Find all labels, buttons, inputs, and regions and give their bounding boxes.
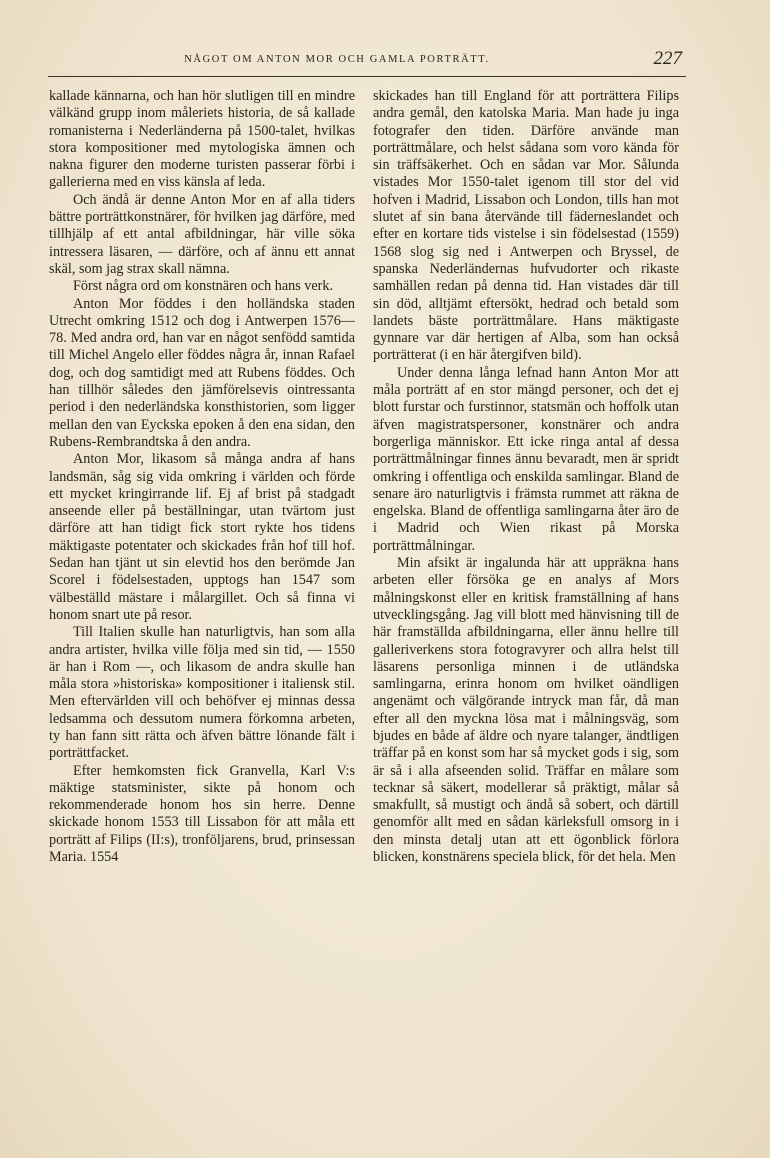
paragraph: Efter hemkomsten fick Granvella, Karl V:s mäktige statsminister, sikte på honom och rekommenderade honom hos sin herre. Denne skickade honom 1553 till Lissabon för att måla ett porträtt af Filips (II:s), tronföljarens, brud, prinsessan Maria. 1554 — [49, 762, 355, 866]
paragraph: Anton Mor, likasom så många andra af hans landsmän, såg sig vida omkring i världen och förde ett mycket kringirrande lif. Ej af brist på stadgadt anseende eller på beställningar, utan tvärtom just därföre att han tidigt fick stort rykte hos tidens mäktigaste potentater och skickades från hof till hof. Sedan han tjänt ut sin elevtid hos den berömde Jan Scorel i födelsestaden, upptogs han 1547 som välbeställd mästare i målargillet. Och så finna vi honom snart ute på resor. — [49, 451, 355, 623]
paragraph: Under denna långa lefnad hann Anton Mor att måla porträtt af en stor mängd personer, och det ej blott furstar och furstinnor, statsmän och hoffolk utan äfven magistratspersoner, konstnärer och andra borgerliga människor. Ett icke ringa antal af dessa porträttmålningar finnes ännu bevaradt, men är spridt omkring i offentliga och enskilda samlingar. Bland de senare äro naturligtvis i främsta rummet att räkna de engelska. Bland de offentliga samlingarna åter äro de i Madrid och Wien rikast på Morska porträttmålningar. — [373, 364, 679, 554]
paragraph: Till Italien skulle han naturligtvis, han som alla andra artister, hvilka ville följa med sin tid, — 1550 är han i Rom —, och likasom de andra skulle han måla stora »historiska» kompositioner i italiensk stil. Men eftervärlden vill och behöfver ej minnas dessa ledsamma och dessutom numera förkomna arbeten, ty han fann sitt rätta och äfven bättre lönande fält i porträttfacket. — [49, 624, 355, 762]
header-rule — [48, 76, 686, 77]
page-header — [48, 46, 686, 76]
left-column — [49, 88, 355, 866]
paragraph: skickades han till England för att porträttera Filips andra gemål, den katolska Maria. Man hade ju inga fotografer den tiden. Därföre använde man porträttmålare, och helst sådana som voro kända för sin träffsäkerhet. Och en sådan var Mor. Sålunda vistades Mor 1550-talet igenom till stor del vid hofven i Madrid, Lissabon och London, tills han mot slutet af sin bana återvände till fäderneslandet och efter en kortare tids vistelse i sin födelsestad (1559) 1568 slog sig ned i Antwerpen och Bryssel, de spanska Nederländernas hufvudorter och rikaste samhällen redan på denna tid. Han vistades där till sin död, alltjämt eftersökt, hedrad och betald som landets bäste porträttmålare. Hans mäktigaste gynnare var där hertigen af Alba, som han också porträtterat (i en här återgifven bild). — [373, 88, 679, 364]
right-column — [373, 88, 679, 866]
paragraph: Och ändå är denne Anton Mor en af alla tiders bättre porträttkonstnärer, för hvilken jag därföre, med tillhjälp af ett antal afbildningar, här ville söka intressera läsaren, — därföre, och af ännu ett annat skäl, som jag strax skall nämna. — [49, 191, 355, 277]
paragraph: Anton Mor föddes i den holländska staden Utrecht omkring 1512 och dog i Antwerpen 1576—78. Med andra ord, han var en något senfödd samtida till Michel Angelo eller föddes några år, innan Rafael dog, och dog samtidigt med att Rubens föddes. Och han tillhör således den jämförelsevis ointressanta period i den nederländska konsthistorien, som ligger mellan den van Eyckska epoken å den ena sidan, den Rubens-Rembrandtska å den andra. — [49, 295, 355, 450]
paragraph: kallade kännarna, och han hör slutligen till en mindre välkänd grupp inom måleriets historia, de så kallade romanisterna i Nederländerna på 1500-talet, hvilkas stora kompositioner med mytologiska ämnen och nakna figurer den moderne turisten passerar förbi i gallerierna med en viss känsla af leda. — [49, 88, 355, 191]
running-title: NÅGOT OM ANTON MOR OCH GAMLA PORTRÄTT. — [184, 54, 490, 65]
page-number: 227 — [653, 48, 682, 69]
paragraph: Först några ord om konstnären och hans verk. — [73, 278, 334, 295]
paragraph: Min afsikt är ingalunda här att uppräkna hans arbeten eller försöka ge en analys af Mors målningskonst eller en kritisk framställning af hans utvecklingsgång. Jag vill blott med hänvisning till de här framställda afbildningarna, eller ännu hellre till galleriverkens stora fotogravyrer och allra helst till läsarens personliga minnen i de utländska samlingarna, erinra honom om hvilket oändligen angenämt och välgörande intryck man får, då man efter all den myckna lösa mat i målningsväg, som bjudes en både af äldre och nyare talanger, ändtligen träffar på en konst som har så mycket gods i sig, som är så i alla afseenden solid. Träffar en målare som tecknar så säkert, modellerar så präktigt, målar så smakfullt, så mustigt och ändå så sobert, och därtill genomför allt med en sådan kärleksfull omsorg in i den minsta detalj utan att ett ögonblick förlora blicken, konstnärens speciela blick, för det hela. Men — [373, 555, 679, 866]
